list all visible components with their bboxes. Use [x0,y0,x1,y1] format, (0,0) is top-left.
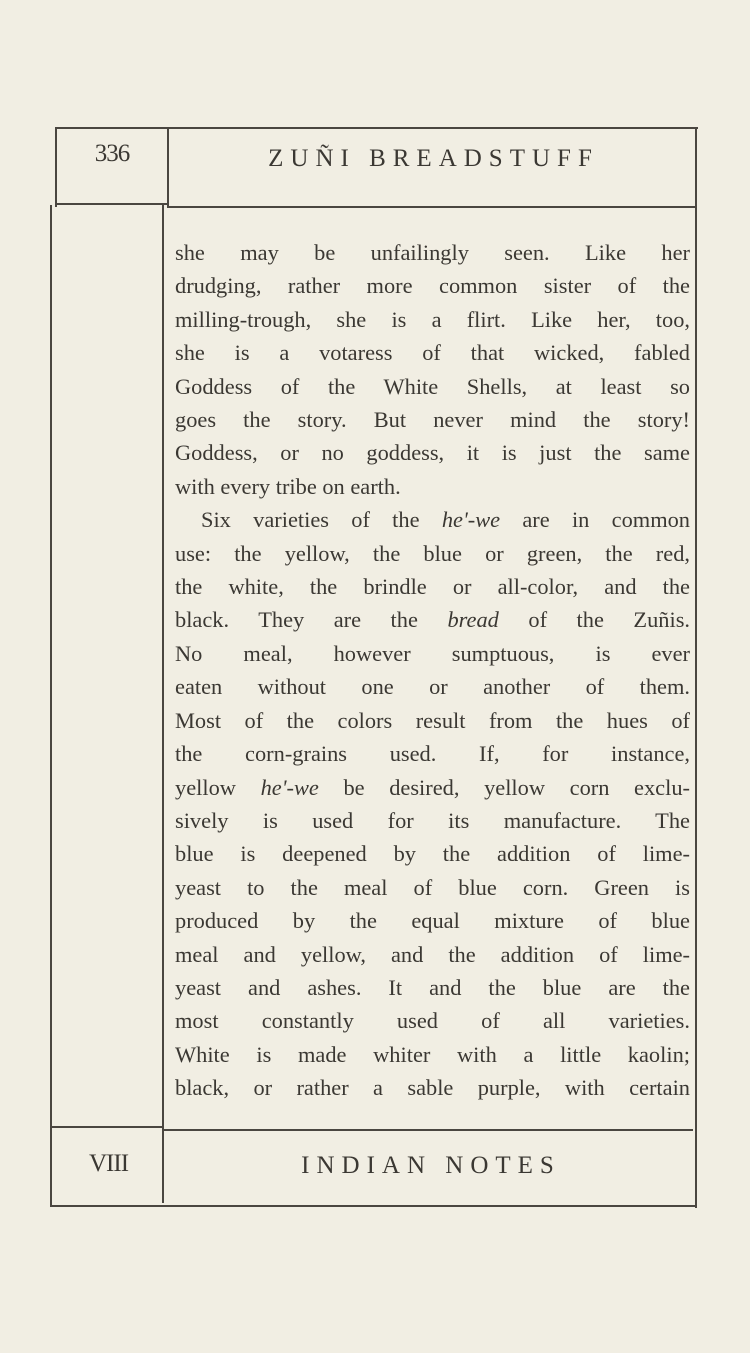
footer-rule-left [50,1126,162,1128]
column-divider-top [167,128,169,208]
text-segment: milling-trough, she is a flirt. Like her, too, [175,306,690,332]
text-line [175,470,690,503]
text-segment: she is a votaress of that wicked, fabled [175,340,690,366]
text-segment: Goddess, or no goddess, it is just the same [175,440,690,466]
text-segment: goes the story. But never mind the story! [175,407,690,433]
text-segment: eaten without one or another of them. [175,674,690,700]
text-segment: meal and yellow, and the addition of lime- [175,941,690,967]
italic-term: he'-we [441,507,501,533]
frame-left-rule-body [50,205,52,1207]
text-segment: are in common [500,507,690,533]
italic-term: bread [447,607,499,633]
text-line [175,370,690,403]
text-segment: be desired, yellow corn exclu- [318,774,690,800]
text-line [175,303,690,336]
text-segment: with every tribe on earth. [175,473,401,499]
text-line [175,336,690,369]
text-segment: the white, the brindle or all-color, and the [175,574,690,600]
text-segment: produced by the equal mixture of blue [175,908,690,934]
text-line [175,570,690,603]
column-divider [162,205,164,1203]
text-segment: most constantly used of all varieties. [175,1008,690,1034]
text-line [175,436,690,469]
text-line [175,871,690,904]
text-line [175,236,690,269]
text-line [175,938,690,971]
text-line [175,704,690,737]
header-rule-left [55,203,167,205]
header-rule-right [168,206,696,208]
text-line [175,804,690,837]
page-number: 336 [94,140,130,167]
text-segment: drudging, rather more common sister of the [175,273,690,299]
text-segment: Goddess of the White Shells, at least so [175,373,690,399]
running-title: ZUÑI BREADSTUFF [268,145,599,172]
frame-bottom-rule [50,1205,697,1207]
text-line [175,403,690,436]
text-segment: the corn-grains used. If, for instance, [175,741,690,767]
frame-right-rule [695,128,697,1208]
text-segment: Six varieties of the [201,507,442,533]
text-line [175,1038,690,1071]
text-line [175,603,690,636]
text-segment: she may be unfailingly seen. Like her [175,240,690,265]
text-segment: yeast to the meal of blue corn. Green is [175,874,690,900]
text-segment: yellow [175,774,261,800]
text-line [175,269,690,302]
frame-top-rule [55,127,698,129]
text-line [175,537,690,570]
text-segment: yeast and ashes. It and the blue are the [175,974,690,1000]
text-line [175,503,690,536]
text-segment: use: the yellow, the blue or green, the red, [175,540,690,566]
text-segment: White is made whiter with a little kaolin; [175,1041,690,1067]
footer-rule-right [163,1129,693,1131]
text-segment: of the Zuñis. [498,607,691,633]
text-line [175,1071,690,1104]
text-segment: blue is deepened by the addition of lime- [175,841,690,867]
text-line [175,837,690,870]
series-title: INDIAN NOTES [301,1152,561,1179]
text-segment: black, or rather a sable purple, with certain [175,1075,690,1101]
body-text [175,236,690,1105]
text-line [175,971,690,1004]
text-segment: No meal, however sumptuous, is ever [175,640,690,666]
text-line [175,670,690,703]
italic-term: he'-we [260,774,319,800]
text-line [175,1004,690,1037]
volume-number: VIII [88,1150,129,1177]
text-line [175,771,690,804]
text-line [175,637,690,670]
text-segment: sively is used for its manufacture. The [175,807,690,833]
text-segment: black. They are the [175,607,448,633]
text-line [175,904,690,937]
text-segment: Most of the colors result from the hues of [175,707,690,733]
text-line [175,737,690,770]
